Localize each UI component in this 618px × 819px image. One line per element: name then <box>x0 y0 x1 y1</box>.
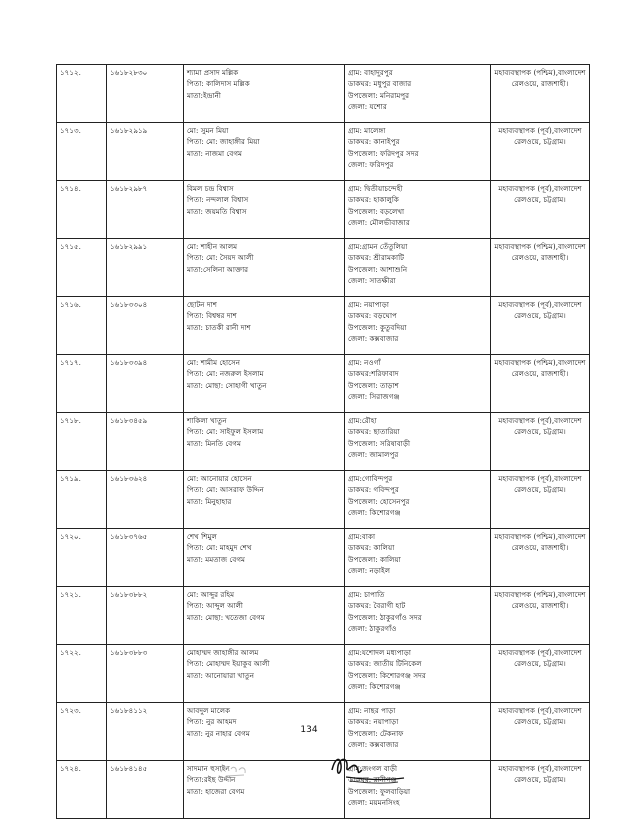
address-line: গ্রাম:বাকা <box>348 532 376 541</box>
posting-line: রেলওয়ে, চট্টগ্রাম। <box>514 311 566 321</box>
address-line: ডাকঘর: রানীগঞ্জ <box>348 775 397 785</box>
candidate-table-body <box>57 65 590 819</box>
roll-number: ১৬১৮২৯৯১ <box>110 242 148 251</box>
candidate-row <box>57 471 590 529</box>
candidate-name: শেখ শিমুল <box>187 532 217 541</box>
address-line: উপজেলা: ফরিদপুর সদর <box>348 148 419 158</box>
roll-cell <box>107 65 184 123</box>
address-line: ডাকঘর: হাকালুকি <box>348 195 399 205</box>
address-line: জেলা: ময়মনসিংহ <box>348 798 400 808</box>
posting-line: মহাব্যবস্থাপক (পূর্ব),বাংলাদেশ <box>498 648 582 657</box>
roll-cell <box>107 181 184 239</box>
father-name: পিতা: নন্দলাল বিশ্বাস <box>187 195 249 205</box>
address-cell <box>345 239 491 297</box>
posting-line: রেলওয়ে, চট্টগ্রাম। <box>514 775 566 785</box>
address-line: ডাকঘর: কালিয়া <box>348 543 395 553</box>
mother-name: মাতা: নাজমা বেগম <box>187 148 243 158</box>
candidate-row <box>57 181 590 239</box>
candidate-row <box>57 239 590 297</box>
roll-cell <box>107 529 184 587</box>
name-cell <box>184 471 345 529</box>
address-line: উপজেলা: তাড়াশ <box>348 380 399 390</box>
father-name: পিতা: বিশ্বম্বর দাশ <box>187 311 237 321</box>
posting-cell <box>491 529 590 587</box>
posting-cell <box>491 471 590 529</box>
posting-cell <box>491 297 590 355</box>
posting-line: রেলওয়ে, চট্টগ্রাম। <box>514 717 566 727</box>
posting-line: রেলওয়ে, চট্টগ্রাম। <box>514 195 566 205</box>
mother-name: মাতা: জয়মতি বিশ্বাস <box>187 206 247 216</box>
address-line: গ্রাম: দ্বিতীয়াচন্দেহী <box>348 184 403 193</box>
roll-number: ১৬১৮২৯৮৭ <box>110 184 148 193</box>
address-line: জেলা: ফরিদপুর <box>348 160 394 170</box>
address-line: ডাকঘর: শ্রীরামকাটি <box>348 253 405 263</box>
address-line: জেলা: কিশোরগঞ্জ <box>348 682 401 692</box>
posting-line: মহাব্যবস্থাপক (পশ্চিম),বাংলাদেশ <box>494 68 586 77</box>
serial-number: ১৭১৩. <box>60 126 81 135</box>
serial-number: ১৭২১. <box>60 590 81 599</box>
name-cell <box>184 761 345 819</box>
address-line: গ্রাম: মালেঙ্গা <box>348 126 386 135</box>
serial-number: ১৭১৫. <box>60 242 81 251</box>
posting-line: মহাব্যবস্থাপক (পূর্ব),বাংলাদেশ <box>498 300 582 309</box>
name-cell <box>184 65 345 123</box>
page-number: 134 <box>300 725 318 735</box>
address-line: ডাকঘর: জাতীয় টিনিকেল <box>348 659 422 669</box>
address-line: জেলা: জামালপুর <box>348 450 399 460</box>
serial-number: ১৭২২. <box>60 648 81 657</box>
candidate-name: মো: সুমন মিয়া <box>187 126 229 135</box>
mother-name: মাতা:সেলিনা আক্তার <box>187 264 249 274</box>
name-cell <box>184 239 345 297</box>
address-line: জেলা: নড়াইল <box>348 566 391 576</box>
mother-name: মাতা: আনোয়ারা খাতুন <box>187 670 255 680</box>
address-line: গ্রাম: বাহাদুরপুর <box>348 68 393 77</box>
address-cell <box>345 297 491 355</box>
address-cell <box>345 529 491 587</box>
mother-name: মাতা: মমতাজ বেগম <box>187 554 246 564</box>
roll-cell <box>107 413 184 471</box>
candidate-row <box>57 355 590 413</box>
roll-cell <box>107 123 184 181</box>
father-name: পিতা: মো: জাহাঙ্গীর মিয়া <box>187 137 260 147</box>
posting-line: রেলওয়ে, রাজশাহী। <box>511 79 569 89</box>
posting-line: মহাব্যবস্থাপক (পূর্ব),বাংলাদেশ <box>498 764 582 773</box>
mother-name: মাতা: হাজেরা বেগম <box>187 786 245 796</box>
address-line: উপজেলা: ঠাকুরগাঁও সদর <box>348 612 422 622</box>
posting-line: রেলওয়ে, রাজশাহী। <box>511 369 569 379</box>
father-name: পিতা: মো: সৈয়দ আলী <box>187 253 254 263</box>
name-cell <box>184 529 345 587</box>
candidate-name: মো: আব্দুর রহিম <box>187 590 235 599</box>
candidate-row <box>57 761 590 819</box>
posting-cell <box>491 645 590 703</box>
posting-cell <box>491 181 590 239</box>
posting-line: রেলওয়ে, রাজশাহী। <box>511 543 569 553</box>
address-line: উপজেলা: মনিরামপুর <box>348 90 410 100</box>
candidate-row <box>57 529 590 587</box>
mother-name: মাতা: নুর নাহার বেগম <box>187 728 250 738</box>
address-cell <box>345 123 491 181</box>
address-line: জেলা: মৌলভীবাজার <box>348 218 410 228</box>
posting-line: রেলওয়ে, চট্টগ্রাম। <box>514 659 566 669</box>
signature-mark <box>326 748 408 788</box>
mother-name: মাতা: মোছা: সোহাগী খাতুন <box>187 380 267 390</box>
candidate-name: আবদুল মালেক <box>187 706 231 715</box>
address-cell <box>345 645 491 703</box>
address-line: ডাকঘর: মধুপুর বাজার <box>348 79 412 89</box>
candidate-name: শাকিলা খাতুন <box>187 416 227 425</box>
candidate-row <box>57 123 590 181</box>
roll-cell <box>107 645 184 703</box>
address-cell <box>345 355 491 413</box>
address-line: গ্রাম: চাপাতি <box>348 590 385 599</box>
posting-cell <box>491 761 590 819</box>
name-cell <box>184 297 345 355</box>
posting-line: রেলওয়ে, রাজশাহী। <box>511 601 569 611</box>
serial-cell <box>57 123 107 181</box>
serial-number: ১৭১৭. <box>60 358 81 367</box>
address-line: উপজেলা: কিশোরগঞ্জ সদর <box>348 670 426 680</box>
serial-number: ১৭১৬. <box>60 300 81 309</box>
name-cell <box>184 587 345 645</box>
roll-number: ১৬১৮৪১১২ <box>110 706 148 715</box>
posting-line: মহাব্যবস্থাপক (পূর্ব),বাংলাদেশ <box>498 184 582 193</box>
candidate-name: বিমল চন্দ্র বিশ্বাস <box>187 184 234 193</box>
posting-line: রেলওয়ে, রাজশাহী। <box>511 253 569 263</box>
address-line: উপজেলা: হোসেনপুর <box>348 496 410 506</box>
serial-number: ১৭১৯. <box>60 474 81 483</box>
address-line: উপজেলা: ফুলবাড়িয়া <box>348 786 411 796</box>
candidate-table <box>56 64 590 819</box>
roll-cell <box>107 761 184 819</box>
candidate-name: মো: শাহীন আলম <box>187 242 238 251</box>
roll-number: ১৬১৮৩৪৫৯ <box>110 416 148 425</box>
posting-line: রেলওয়ে, চট্টগ্রাম। <box>514 427 566 437</box>
serial-number: ১৭২৪. <box>60 764 81 773</box>
candidate-name: সাদমান হুসাইন <box>187 764 230 773</box>
name-cell <box>184 123 345 181</box>
address-line: ডাকঘর: কানাইপুর <box>348 137 400 147</box>
posting-line: রেলওয়ে, চট্টগ্রাম। <box>514 137 566 147</box>
candidate-row <box>57 587 590 645</box>
posting-cell <box>491 413 590 471</box>
roll-number: ১৬১৮৩৮৮২ <box>110 590 148 599</box>
address-line: গ্রাম:গ্রামন তেঁতুলিয়া <box>348 242 408 251</box>
address-line: ডাকঘর: বড়ঘোপ <box>348 311 397 321</box>
address-line: উপজেলা: কালিয়া <box>348 554 401 564</box>
serial-cell <box>57 181 107 239</box>
father-name: পিতা: মোহাম্মদ ইয়াকুব আলী <box>187 659 270 669</box>
serial-cell <box>57 297 107 355</box>
posting-cell <box>491 65 590 123</box>
address-cell <box>345 413 491 471</box>
posting-cell <box>491 239 590 297</box>
father-name: পিতা: আব্দুল আলী <box>187 601 243 611</box>
mother-name: মাতা: মিনুহাহার <box>187 496 232 506</box>
address-line: গ্রাম: নাছর পাড়া <box>348 706 396 715</box>
posting-line: মহাব্যবস্থাপক (পূর্ব),বাংলাদেশ <box>498 706 582 715</box>
serial-number: ১৭১৮. <box>60 416 81 425</box>
roll-cell <box>107 297 184 355</box>
address-cell <box>345 587 491 645</box>
name-cell <box>184 645 345 703</box>
scan-smudge-mark <box>218 760 252 782</box>
roll-cell <box>107 587 184 645</box>
serial-cell <box>57 355 107 413</box>
name-cell <box>184 181 345 239</box>
serial-number: ১৭২০. <box>60 532 81 541</box>
candidate-name: মো: আনোয়ার হোসেন <box>187 474 252 483</box>
father-name: পিতা: মো: সাইফুল ইসলাম <box>187 427 264 437</box>
address-line: ডাকঘর: বৈরাগী হাট <box>348 601 406 611</box>
serial-number: ১৭১২. <box>60 68 81 77</box>
posting-line: মহাব্যবস্থাপক (পূর্ব),বাংলাদেশ <box>498 416 582 425</box>
candidate-row <box>57 65 590 123</box>
address-line: জেলা: সিরাজগঞ্জ <box>348 392 400 402</box>
address-line: উপজেলা: বড়লেখা <box>348 206 405 216</box>
roll-number: ১৬১৮৩৮৮৩ <box>110 648 148 657</box>
address-line: জেলা: কিশোরগঞ্জ <box>348 508 401 518</box>
roll-number: ১৬১৮৩৭৬৫ <box>110 532 148 541</box>
roll-cell <box>107 355 184 413</box>
mother-name: মাতা: চাতকী রানী দাশ <box>187 322 251 332</box>
name-cell <box>184 413 345 471</box>
posting-line: মহাব্যবস্থাপক (পশ্চিম),বাংলাদেশ <box>494 358 586 367</box>
father-name: পিতা: মো: আসরাফ উদ্দিন <box>187 485 264 495</box>
posting-line: রেলওয়ে, চট্টগ্রাম। <box>514 485 566 495</box>
posting-line: মহাব্যবস্থাপক (পশ্চিম),বাংলাদেশ <box>494 242 586 251</box>
address-line: গ্রাম:গোবিন্দপুর <box>348 474 393 483</box>
address-line: গ্রাম:জংগল বাড়ী <box>348 764 398 773</box>
candidate-name: শ্যামা প্রসাদ মল্লিক <box>187 68 239 77</box>
posting-cell <box>491 355 590 413</box>
candidate-name: মো: শামীম হোসেন <box>187 358 241 367</box>
serial-cell <box>57 65 107 123</box>
address-line: জেলা: ঠাকুরগাঁও <box>348 624 397 634</box>
address-line: উপজেলা: আশাশুনি <box>348 264 408 274</box>
address-line: ডাকঘর: নয়াপাড়া <box>348 717 399 727</box>
posting-cell <box>491 123 590 181</box>
serial-cell <box>57 529 107 587</box>
father-name: পিতা: কালিদাস মল্লিক <box>187 79 250 89</box>
address-cell <box>345 471 491 529</box>
candidate-row <box>57 297 590 355</box>
address-line: গ্রাম: নয়াপাড়া <box>348 300 389 309</box>
candidate-row <box>57 645 590 703</box>
address-cell <box>345 65 491 123</box>
roll-cell <box>107 471 184 529</box>
serial-cell <box>57 413 107 471</box>
father-name: পিতা: মো: মাহমুদ শেখ <box>187 543 252 553</box>
address-line: গ্রাম:যশোদল মধ্যপাড়া <box>348 648 411 657</box>
serial-number: ১৭২৩. <box>60 706 81 715</box>
serial-cell <box>57 239 107 297</box>
roll-cell <box>107 239 184 297</box>
address-line: উপজেলা: কুতুবদিয়া <box>348 322 407 332</box>
address-line: ডাকঘর:শরিফাবাদ <box>348 369 399 379</box>
roll-number: ১৬১৮৪১৪৫ <box>110 764 148 773</box>
mother-name: মাতা: মিনতি বেগম <box>187 438 241 448</box>
address-line: জেলা: সাতক্ষীরা <box>348 276 396 286</box>
address-cell <box>345 181 491 239</box>
roll-number: ১৬১৮৩৩০৪ <box>110 300 148 309</box>
posting-line: মহাব্যবস্থাপক (পশ্চিম),বাংলাদেশ <box>494 532 586 541</box>
posting-line: মহাব্যবস্থাপক (পশ্চিম),বাংলাদেশ <box>494 590 586 599</box>
posting-cell <box>491 587 590 645</box>
address-line: গ্রাম: নওগাঁ <box>348 358 381 367</box>
name-cell <box>184 355 345 413</box>
address-line: উপজেলা: টেকনাফ <box>348 728 404 738</box>
address-line: ডাকঘর: ছাতারিয়া <box>348 427 400 437</box>
address-line: জেলা: কক্সবাজার <box>348 334 399 344</box>
roll-number: ১৬১৮৩৬২৪ <box>110 474 148 483</box>
roll-number: ১৬১৮৩৩৯৪ <box>110 358 148 367</box>
address-line: ডাকঘর: গবিন্দপুর <box>348 485 399 495</box>
candidate-name: ছোটন দাশ <box>187 300 217 309</box>
mother-name: মাতা: মোছা: খতেজা বেগম <box>187 612 265 622</box>
serial-cell <box>57 471 107 529</box>
serial-cell <box>57 761 107 819</box>
mother-name: মাতা:ইন্দ্রানী <box>187 90 221 100</box>
father-name: পিতা: নুর আহমদ <box>187 717 237 727</box>
candidate-row <box>57 413 590 471</box>
serial-cell <box>57 587 107 645</box>
serial-number: ১৭১৪. <box>60 184 81 193</box>
posting-line: মহাব্যবস্থাপক (পূর্ব),বাংলাদেশ <box>498 474 582 483</box>
address-line: জেলা: যশোর <box>348 102 387 112</box>
candidate-name: মোহাম্মদ জাহাঙ্গীর আলম <box>187 648 259 657</box>
serial-cell <box>57 645 107 703</box>
roll-number: ১৬১৮২৯১৯ <box>110 126 148 135</box>
address-line: উপজেলা: সরিষাবাড়ী <box>348 438 411 448</box>
posting-line: মহাব্যবস্থাপক (পূর্ব),বাংলাদেশ <box>498 126 582 135</box>
roll-number: ১৬১৮২৮৩০ <box>110 68 148 77</box>
address-line: জেলা: কক্সবাজার <box>348 740 399 750</box>
father-name: পিতা:রইছ উদ্দীন <box>187 775 236 785</box>
address-line: গ্রাম:রৌহা <box>348 416 377 425</box>
father-name: পিতা: মো: নজরুল ইসলাম <box>187 369 264 379</box>
